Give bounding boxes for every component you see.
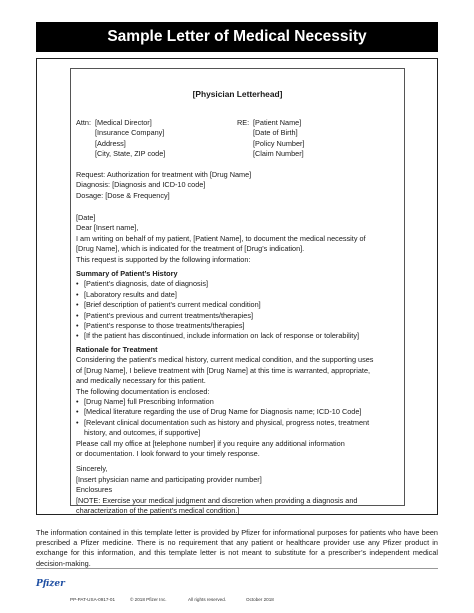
list-item-text: history, and outcomes, if supportive] [84, 428, 201, 438]
request-line: Request: Authorization for treatment with [Drug Name] [76, 170, 252, 179]
list-item [76, 418, 373, 439]
list-item: • [Patient’s diagnosis, date of diagnosis] [76, 279, 373, 289]
physician-letterhead: [Physician Letterhead] [192, 89, 283, 99]
closing-line: or documentation. I look forward to your timely response. [76, 448, 260, 458]
rationale-line: The following documentation is enclosed: [76, 386, 210, 396]
re-line: [Policy Number] [253, 138, 305, 148]
note-line: [NOTE: Exercise your medical judgment and discretion when providing a diagnosis and [76, 495, 358, 505]
footer-rights: All rights reserved. [188, 597, 227, 602]
list-item: • [Patient’s previous and current treatments/therapies] [76, 311, 373, 321]
closing-line: Please call my office at [telephone number] if you require any additional information [76, 438, 345, 448]
enclosures: Enclosures [76, 485, 113, 495]
list-item: • [If the patient has discontinued, include information on lack of response or tolerability] [76, 331, 373, 341]
rationale-line: and medically necessary for this patient. [76, 376, 206, 386]
history-heading: Summary of Patient’s History [76, 269, 178, 279]
list-item-text: [Relevant clinical documentation such as history and physical, progress notes, treatment [84, 417, 370, 427]
attn-line: [Address] [95, 138, 126, 148]
history-list [76, 279, 373, 341]
intro-line: I am writing on behalf of my patient, [Patient Name], to document the medical necessity of [76, 233, 366, 243]
footer-copyright: © 2018 Pfizer Inc. [130, 597, 167, 602]
attn-line: [Insurance Company] [95, 128, 165, 138]
divider [36, 568, 438, 569]
list-item: • [Brief description of patient’s current medical condition] [76, 300, 373, 310]
attn-label: Attn: [76, 118, 92, 127]
re-line: [Patient Name] [253, 118, 302, 127]
page-title: Sample Letter of Medical Necessity [36, 22, 438, 52]
intro-line: [Drug Name], which is indicated for the treatment of [Drug’s indication]. [76, 244, 305, 254]
note-line: characterization of the patient’s medical condition.] [76, 505, 240, 515]
diagnosis-line: Diagnosis: [Diagnosis and ICD-10 code] [76, 180, 206, 190]
letter-content [76, 213, 373, 516]
attn-line: [City, State, ZIP code] [95, 149, 166, 159]
rationale-heading: Rationale for Treatment [76, 344, 158, 354]
rationale-line: of [Drug Name], I believe treatment with [Drug Name] at this time is warranted, appropriate, [76, 365, 371, 375]
re-line: [Date of Birth] [253, 128, 298, 138]
footer-date: October 2018 [246, 597, 274, 602]
enclosed-list [76, 397, 373, 439]
letter-frame [36, 58, 438, 515]
letter-date: [Date] [76, 213, 96, 222]
list-item-text: [Drug Name] full Prescribing Information [84, 396, 214, 406]
disclaimer: The information contained in this template letter is provided by Pfizer for informational purposes for patients who have been prescribed a Pfizer medicine. There is no requirement that any patient or healthcare provider use any Pfizer product in exchange for this information, and this template letter is not meant to substitute for a prescriber’s independent medical decision-making. [36, 528, 438, 568]
dosage-line: Dosage: [Dose & Frequency] [76, 190, 170, 200]
salutation: Dear [Insert name], [76, 223, 139, 233]
request-block [76, 170, 251, 201]
list-item: • [Patient’s response to those treatments/therapies] [76, 321, 373, 331]
intro-line: This request is supported by the following information: [76, 254, 251, 264]
re-label: RE: [237, 118, 250, 127]
physician-name: [Insert physician name and participating provider number] [76, 474, 262, 484]
list-item: • [Laboratory results and date] [76, 290, 373, 300]
list-item-text: [Medical literature regarding the use of Drug Name for Diagnosis name; ICD-10 Code] [84, 407, 362, 417]
sincerely: Sincerely, [76, 464, 108, 474]
re-line: [Claim Number] [253, 149, 304, 159]
rationale-line: Considering the patient’s medical history, current medical condition, and the supporting uses [76, 355, 374, 365]
footer-code: PP-PAT-USA-0917-01 [70, 597, 116, 602]
list-item [76, 397, 373, 407]
pfizer-logo: Pfizer [36, 579, 65, 589]
list-item [76, 407, 373, 417]
attn-line: [Medical Director] [95, 118, 152, 127]
letter-body [70, 68, 405, 515]
